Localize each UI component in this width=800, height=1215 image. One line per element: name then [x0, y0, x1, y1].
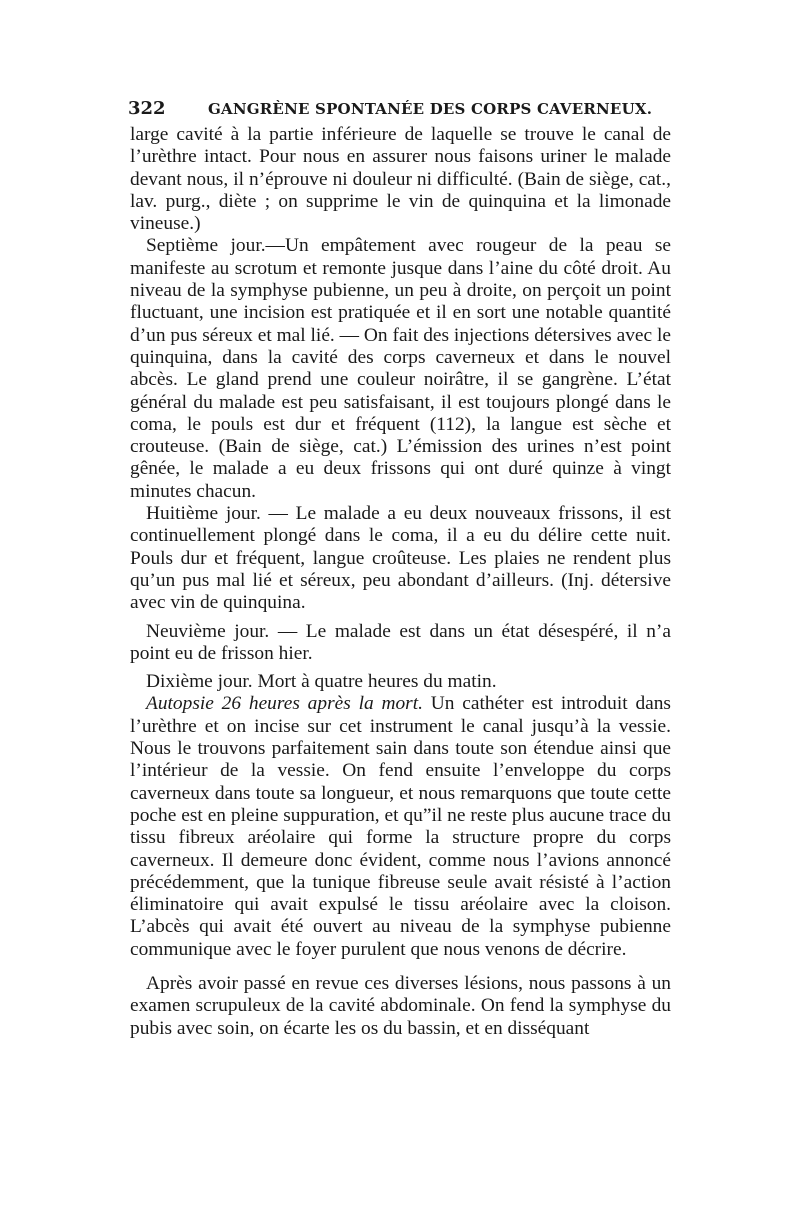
page-body — [130, 124, 671, 1040]
paragraph-dixieme-jour: Dixième jour. Mort à quatre heures du matin. — [146, 671, 497, 693]
paragraph-examen-abdominal: Après avoir passé en revue ces diverses lésions, nous passons à un examen scrupuleux de la cavité abdominale. On fend la symphyse du pubis avec soin, on écarte les os du bassin, et en disséquant — [130, 972, 671, 1039]
paragraph-huitieme-jour: Huitième jour. — Le malade a eu deux nouveaux frissons, il est continuellement plongé dans le coma, il a eu du délire cette nuit. Pouls dur et fréquent, langue croûteuse. Les plaies ne rendent plus qu’un pus mal lié et séreux, peu abondant d’ailleurs. (Inj. détersive avec vin de quinquina. — [130, 503, 671, 614]
running-title: GANGRÈNE SPONTANÉE DES CORPS CAVERNEUX. — [208, 100, 653, 118]
paragraph-continuation: large cavité à la partie inférieure de laquelle se trouve le canal de l’urèthre intact. Pour nous en assurer nous faisons uriner le malade devant nous, il n’éprouve ni douleur ni difficulté. (Bain de siège, cat., lav. purg., diète ; on supprime le vin de quinquina et la limonade vineuse.) — [130, 124, 671, 235]
paragraph-autopsie: Autopsie 26 heures après la mort. Un cathéter est introduit dans l’urèthre et on incise sur cet instrument le canal jusqu’à la vessie. Nous le trouvons parfaitement sain dans toute son étendue ainsi que l’intérieur de la vessie. On fend ensuite l’enveloppe du corps caverneux dans toute sa longueur, et nous remarquons que toute cette poche est en pleine suppuration, et qu”il ne reste plus aucune trace du tissu fibreux aréolaire qui forme la structure propre du corps caverneux. Il demeure donc évident, comme nous l’avions annoncé précédemment, que la tunique fibreuse seule avait résisté à l’action éliminatoire qui avait expulsé le tissu aréolaire avec la cloison. L’abcès qui avait été ouvert au niveau de la symphyse pubienne communique avec le foyer purulent que nous venons de décrire. — [130, 693, 671, 960]
running-header — [128, 98, 673, 122]
page-number: 322 — [128, 98, 166, 119]
paragraph-septieme-jour: Septième jour.—Un empâtement avec rougeur de la peau se manifeste au scrotum et remonte jusque dans l’aine du côté droit. Au niveau de la symphyse pubienne, un peu à droite, on perçoit un point fluctuant, une incision est pratiquée et il en sort une notable quantité d’un pus séreux et mal lié. — On fait des injections détersives avec le quinquina, dans la cavité des corps caverneux et dans le nouvel abcès. Le gland prend une couleur noirâtre, il se gangrène. L’état général du malade est peu satisfaisant, il est toujours plongé dans le coma, le pouls est dur et fréquent (112), la langue est sèche et crouteuse. (Bain de siège, cat.) L’émission des urines n’est point gênée, le malade a eu deux frissons qui ont duré quinze à vingt minutes chacun. — [130, 235, 671, 502]
paragraph-neuvieme-jour: Neuvième jour. — Le malade est dans un état désespéré, il n’a point eu de frisson hier. — [130, 620, 671, 664]
autopsy-heading: Autopsie 26 heures après la mort. — [146, 693, 423, 715]
